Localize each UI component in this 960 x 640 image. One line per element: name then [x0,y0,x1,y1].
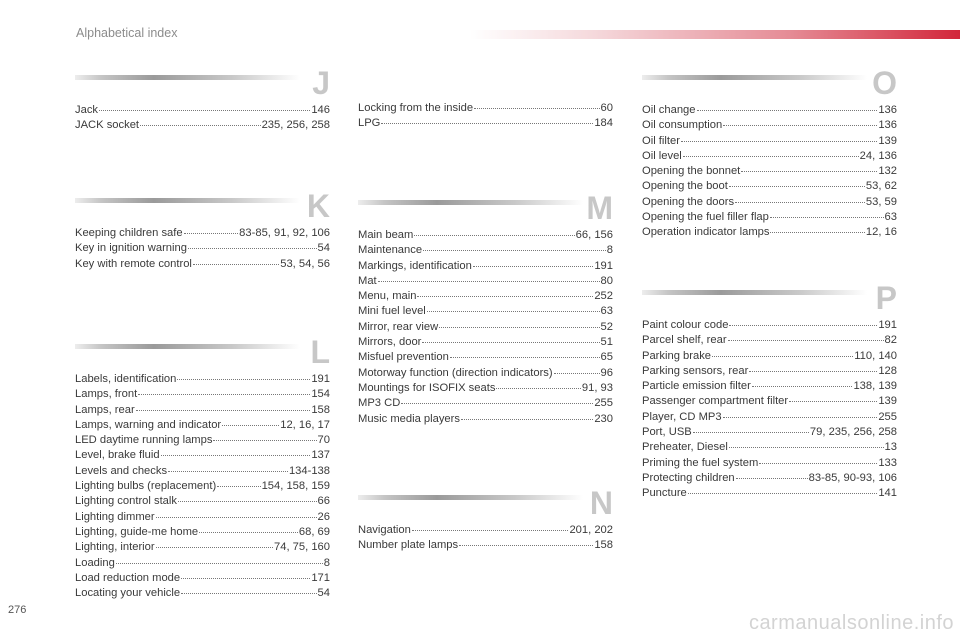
index-entry [75,403,330,418]
dot-leader [729,447,884,448]
section-letter: O [872,65,897,101]
index-entry [358,396,613,411]
index-section-l-continued [358,101,613,132]
entry-term: Navigation [358,524,411,536]
entry-pages: 70 [317,434,330,447]
entry-term: Lamps, warning and indicator [75,418,222,431]
section-letter: P [875,280,897,316]
entry-term: Opening the doors [642,195,735,208]
section-letter: K [306,188,330,224]
entry-term: Loading [75,556,115,569]
index-entry [75,387,330,402]
dot-leader [181,578,310,579]
entry-term: Parking brake [642,349,712,362]
index-entry [642,471,897,486]
entry-pages: 141 [878,487,897,500]
dot-leader [181,593,316,594]
entry-pages: 12, 16, 17 [280,418,330,431]
dot-leader [450,357,600,358]
entry-term: Markings, identification [358,259,472,272]
dot-leader [217,486,260,487]
entry-term: JACK socket [75,119,140,132]
entry-pages: 65 [600,351,613,364]
index-entry [642,318,897,333]
dot-leader [723,417,878,418]
entry-pages: 83-85, 91, 92, 106 [239,227,330,239]
entry-term: Levels and checks [75,464,168,477]
section-divider [642,290,867,295]
entry-term: Oil filter [642,134,680,147]
entry-pages: 8 [606,244,613,257]
entry-term: Lighting dimmer [75,510,155,523]
entry-pages: 13 [884,441,897,454]
section-divider [358,495,583,500]
entry-term: Motorway function (direction indicators) [358,366,553,379]
index-entry [75,510,330,525]
entry-term: Music media players [358,412,460,425]
entry-list [642,103,897,241]
entry-term: Puncture [642,487,687,500]
entry-term: Player, CD MP3 [642,410,722,423]
header-accent-bar [470,30,960,39]
entry-term: Passenger compartment filter [642,395,789,408]
entry-pages: 53, 59 [865,195,897,208]
entry-pages: 26 [317,510,330,523]
page-header-title: Alphabetical index [76,26,178,40]
entry-pages: 230 [594,412,613,425]
index-entry [642,394,897,409]
index-section-n [358,485,613,554]
index-entry [75,103,330,118]
entry-term: Load reduction mode [75,571,181,584]
entry-pages: 136 [878,119,897,132]
entry-pages: 12, 16 [865,226,897,239]
entry-term: Lighting control stalk [75,495,177,508]
entry-term: Key in ignition warning [75,242,187,255]
dot-leader [378,281,600,282]
index-entry [358,538,613,553]
dot-leader [178,501,317,502]
index-entry [75,448,330,463]
entry-pages: 191 [878,319,897,331]
dot-leader [156,517,317,518]
index-entry [358,412,613,427]
entry-pages: 235, 256, 258 [261,119,330,132]
index-entry [642,195,897,210]
index-entry [642,149,897,164]
entry-list [75,103,330,134]
entry-term: Key with remote control [75,257,192,270]
entry-pages: 171 [311,571,330,584]
dot-leader [156,547,273,548]
entry-pages: 255 [878,410,897,423]
entry-term: Parcel shelf, rear [642,334,727,347]
index-section-m [358,190,613,427]
dot-leader [422,342,599,343]
dot-leader [741,171,877,172]
entry-pages: 158 [311,403,330,416]
watermark: carmanualsonline.info [748,612,954,634]
index-entry [642,134,897,149]
dot-leader [749,371,877,372]
index-entry [642,225,897,240]
entry-pages: 52 [600,320,613,333]
index-entry [75,586,330,601]
index-entry [358,335,613,350]
index-entry [75,118,330,133]
section-letter: J [312,65,330,101]
dot-leader [759,463,877,464]
index-entry [75,418,330,433]
entry-term: Operation indicator lamps [642,226,770,239]
entry-term: Port, USB [642,426,692,439]
dot-leader [723,125,877,126]
entry-term: Particle emission filter [642,380,751,393]
entry-term: Mirrors, door [358,336,422,349]
entry-pages: 139 [878,395,897,408]
entry-pages: 133 [878,456,897,469]
index-entry [642,486,897,501]
dot-leader [461,419,593,420]
index-entry [358,366,613,381]
entry-term: Labels, identification [75,373,177,385]
index-entry [358,274,613,289]
section-divider [75,344,300,349]
dot-leader [213,440,316,441]
dot-leader [735,202,865,203]
entry-term: Main beam [358,229,414,241]
index-entry [75,494,330,509]
section-divider [75,198,300,203]
dot-leader [184,233,239,234]
entry-pages: 146 [311,104,330,116]
entry-pages: 255 [594,397,613,410]
entry-term: Lighting, guide-me home [75,525,199,538]
entry-term: Oil consumption [642,119,723,132]
index-entry [642,118,897,133]
section-divider [358,200,583,205]
index-entry [642,164,897,179]
dot-leader [222,425,279,426]
index-entry [358,116,613,131]
entry-pages: 132 [878,165,897,178]
dot-leader [770,232,864,233]
dot-leader [381,123,593,124]
index-entry [75,525,330,540]
entry-pages: 53, 54, 56 [280,257,330,270]
index-entry [642,364,897,379]
index-entry [358,101,613,116]
index-entry [642,410,897,425]
section-letter: N [589,485,613,521]
entry-term: Mirror, rear view [358,320,439,333]
index-entry [75,464,330,479]
entry-term: Locating your vehicle [75,587,181,600]
index-entry [642,440,897,455]
entry-pages: 53, 62 [865,180,897,193]
entry-term: Priming the fuel system [642,456,759,469]
section-letter: L [310,334,330,370]
entry-pages: 201, 202 [569,524,613,536]
index-entry [642,379,897,394]
index-entry [642,349,897,364]
page-number: 276 [8,604,27,616]
entry-term: Lighting bulbs (replacement) [75,480,217,493]
dot-leader [697,110,878,111]
entry-pages: 51 [600,336,613,349]
entry-term: LED daytime running lamps [75,434,213,447]
entry-pages: 79, 235, 256, 258 [809,426,897,439]
entry-list [642,318,897,502]
dot-leader [138,394,310,395]
dot-leader [168,471,288,472]
dot-leader [193,264,279,265]
entry-pages: 91, 93 [581,381,613,394]
entry-term: Jack [75,104,99,116]
index-entry [75,540,330,555]
index-entry [75,479,330,494]
dot-leader [736,478,808,479]
entry-list [358,101,613,132]
entry-term: Maintenance [358,244,423,257]
entry-term: Mat [358,274,377,287]
dot-leader [427,311,600,312]
entry-list [75,372,330,601]
entry-term: Keeping children safe [75,227,183,239]
entry-list [358,228,613,427]
index-entry [642,179,897,194]
entry-pages: 24, 136 [859,149,897,162]
dot-leader [136,410,311,411]
entry-term: Locking from the inside [358,102,474,114]
dot-leader [474,108,600,109]
entry-pages: 80 [600,274,613,287]
entry-list [358,523,613,554]
dot-leader [140,125,261,126]
entry-term: Lamps, front [75,388,138,401]
entry-pages: 138, 139 [853,380,897,393]
dot-leader [99,110,310,111]
entry-term: Preheater, Diesel [642,441,728,454]
entry-term: Level, brake fluid [75,449,160,462]
dot-leader [414,235,574,236]
entry-pages: 139 [878,134,897,147]
index-entry [642,103,897,118]
entry-pages: 68, 69 [298,525,330,538]
dot-leader [554,373,600,374]
index-entry [75,433,330,448]
index-section-j [75,65,330,134]
entry-pages: 154, 158, 159 [261,480,330,493]
index-entry [642,210,897,225]
entry-pages: 63 [600,305,613,318]
entry-pages: 74, 75, 160 [274,541,330,554]
entry-pages: 110, 140 [854,349,897,362]
entry-pages: 82 [884,334,897,347]
index-entry [358,320,613,335]
dot-leader [688,493,878,494]
entry-term: Opening the boot [642,180,728,193]
entry-pages: 191 [311,373,330,385]
entry-pages: 8 [323,556,330,569]
index-section-k [75,188,330,272]
dot-leader [412,530,569,531]
dot-leader [681,141,877,142]
dot-leader [712,356,853,357]
entry-term: Lamps, rear [75,403,135,416]
entry-pages: 128 [878,364,897,377]
dot-leader [161,455,311,456]
entry-pages: 154 [311,388,330,401]
index-entry [75,241,330,256]
section-letter: M [586,190,613,226]
entry-term: Mountings for ISOFIX seats [358,381,496,394]
entry-pages: 54 [317,587,330,600]
entry-term: Opening the bonnet [642,165,741,178]
entry-term: Opening the fuel filler flap [642,211,769,224]
index-entry [642,333,897,348]
dot-leader [188,248,317,249]
entry-pages: 83-85, 90-93, 106 [808,471,897,484]
dot-leader [683,156,859,157]
dot-leader [459,545,593,546]
index-entry [358,304,613,319]
dot-leader [770,217,884,218]
index-entry [642,456,897,471]
index-entry [75,226,330,241]
index-entry [358,350,613,365]
entry-term: Lighting, interior [75,541,155,554]
entry-term: LPG [358,117,381,130]
dot-leader [177,379,310,380]
index-section-l [75,334,330,601]
entry-term: Misfuel prevention [358,351,449,364]
dot-leader [473,266,594,267]
entry-term: Oil level [642,149,682,162]
index-entry [75,556,330,571]
entry-pages: 54 [317,242,330,255]
entry-term: Protecting children [642,471,735,484]
entry-pages: 136 [878,104,897,116]
entry-term: Paint colour code [642,319,729,331]
index-section-p [642,280,897,502]
entry-term: Mini fuel level [358,305,426,318]
index-entry [642,425,897,440]
index-entry [75,257,330,272]
entry-pages: 191 [594,259,613,272]
section-divider [642,75,867,80]
entry-term: MP3 CD [358,397,401,410]
entry-pages: 158 [594,539,613,552]
dot-leader [693,432,809,433]
entry-term: Oil change [642,104,696,116]
index-entry [75,571,330,586]
dot-leader [789,401,877,402]
entry-pages: 60 [600,102,613,114]
index-section-o [642,65,897,241]
entry-list [75,226,330,272]
index-entry [358,381,613,396]
entry-pages: 137 [311,449,330,462]
entry-pages: 96 [600,366,613,379]
dot-leader [496,388,580,389]
dot-leader [729,186,865,187]
index-entry [358,228,613,243]
entry-pages: 184 [594,117,613,130]
dot-leader [199,532,298,533]
dot-leader [401,403,593,404]
dot-leader [729,325,877,326]
index-entry [358,243,613,258]
entry-term: Menu, main [358,290,417,303]
entry-pages: 66, 156 [575,229,613,241]
entry-term: Parking sensors, rear [642,364,749,377]
entry-pages: 134-138 [288,464,330,477]
index-entry [75,372,330,387]
section-divider [75,75,300,80]
entry-pages: 66 [317,495,330,508]
entry-term: Number plate lamps [358,539,459,552]
dot-leader [728,340,884,341]
entry-pages: 252 [594,290,613,303]
dot-leader [423,250,606,251]
dot-leader [417,296,593,297]
index-entry [358,289,613,304]
dot-leader [752,386,853,387]
index-entry [358,259,613,274]
dot-leader [116,563,323,564]
entry-pages: 63 [884,211,897,224]
dot-leader [439,327,599,328]
index-entry [358,523,613,538]
